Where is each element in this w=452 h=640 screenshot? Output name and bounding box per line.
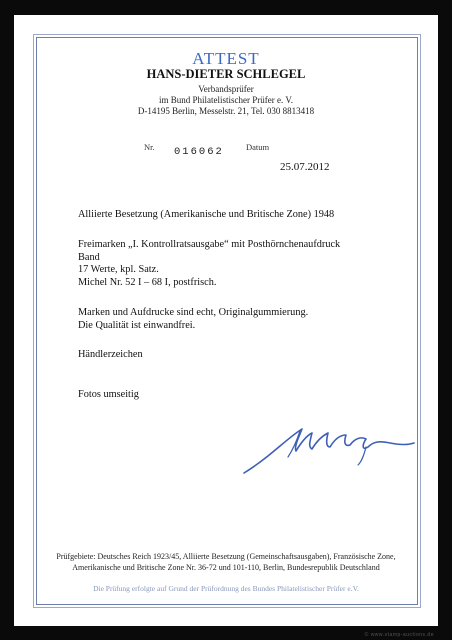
certificate-date: 25.07.2012 [280,161,330,173]
opinion-line: Marken und Aufdrucke sind echt, Originalgummierung. [78,307,309,318]
footer-testing-areas [54,551,398,573]
description-line: Michel Nr. 52 I – 68 I, postfrisch. [78,276,217,288]
issue-area: Alliierte Besetzung (Amerikanische und Britische Zone) 1948 [78,209,335,220]
photos-note: Fotos umseitig [78,389,139,400]
description-line: 17 Werte, kpl. Satz. [78,264,159,276]
footer-line: Prüfgebiete: Deutsches Reich 1923/45, Alliierte Besetzung (Gemeinschaftsausgaben), Französische Zone, [56,552,396,561]
certificate-number: 016062 [174,146,224,158]
signature [240,417,416,481]
nr-label: Nr. [144,142,155,152]
footer-line: Amerikanische und Britische Zone Nr. 36-72 und 101-110, Berlin, Bundesrepublik Deutschland [72,563,380,572]
description-line: Band [78,251,100,263]
opinion-line: Die Qualität ist einwandfrei. [78,319,196,331]
expert-association: im Bund Philatelistischer Prüfer e. V. [159,95,293,105]
expert-address: D-14195 Berlin, Messelstr. 21, Tel. 030 8813418 [137,106,315,116]
expert-opinion [78,307,308,332]
certificate-title: ATTEST [192,49,260,68]
footer-regulation-note: Die Prüfung erfolgte auf Grund der Prüfordnung des Bundes Philatelistischer Prüfer e.V. [93,584,359,593]
expert-name: HANS-DIETER SCHLEGEL [146,67,306,81]
expert-role: Verbandsprüfer [198,84,254,94]
watermark: © www.stamp-auctions.de [364,632,434,638]
datum-label: Datum [246,142,270,152]
stamp-description [78,239,340,289]
dealer-mark-note: Händlerzeichen [78,349,143,360]
description-line: Freimarken „I. Kontrollratsausgabe“ mit Posthörnchenaufdruck [78,239,341,250]
certificate-sheet [14,15,438,626]
